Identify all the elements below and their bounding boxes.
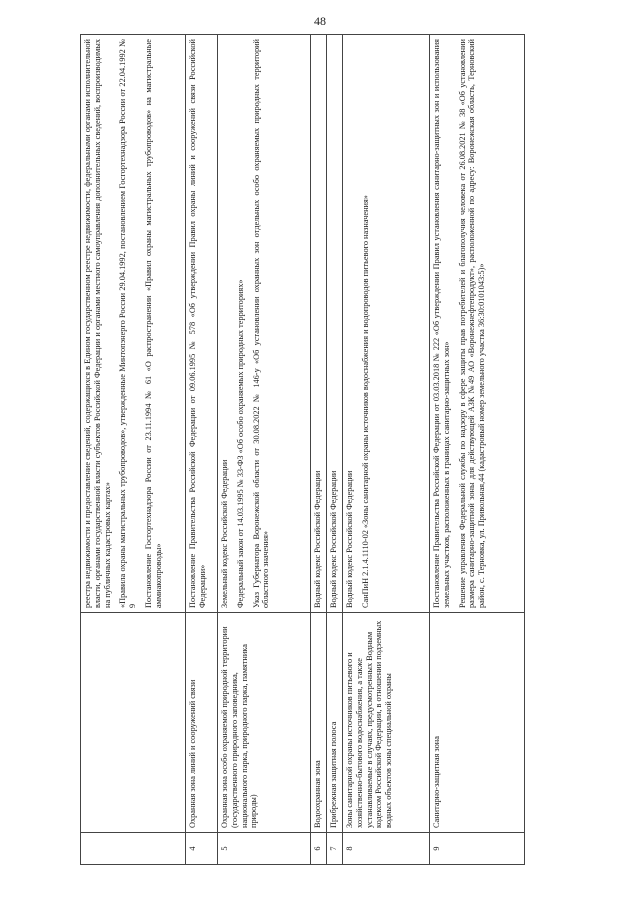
legal-documents	[218, 35, 311, 613]
table-row	[218, 35, 311, 865]
row-number	[81, 833, 186, 865]
zone-name: Водоохранная зона	[311, 613, 327, 833]
row-number: 7	[327, 833, 343, 865]
row-number: 9	[430, 833, 525, 865]
table-row	[327, 35, 343, 865]
row-number: 6	[311, 833, 327, 865]
document-text: СанПиН 2.1.4.1110-02 «Зоны санитарной охраны источников водоснабжения и водопроводов питьевого назначения»	[360, 195, 370, 608]
document-text: Постановление Правительства Российской Федерации от 09.06.1995 № 578 «Об утверждении Правил охраны линий и сооружений связи Российской Федерации»	[188, 39, 207, 608]
zone-name: Охранная зона особо охраняемой природной территории (государственного природного заповедника, национального парка, природного парка, памятника природы)	[218, 613, 311, 833]
rotated-table-container	[80, 35, 550, 865]
zone-name: Охранная зона линий и сооружений связи	[186, 613, 218, 833]
row-number: 8	[343, 833, 430, 865]
table-row	[81, 35, 186, 865]
legal-documents	[81, 35, 186, 613]
table-row	[430, 35, 525, 865]
document-text: Постановление Правительства Российской Федерации от 03.03.2018 № 222 «Об утверждении Правил установления санитарно-защитных зон и использования земельных участков, расположенных в границах санитарно-защитных зон»	[432, 39, 451, 608]
document-text: Постановление Госгортехнадзора России от 23.11.1994 № 61 «О распространении «Правил охраны магистральных трубопроводов» на магистральные аммиакопроводы»	[143, 39, 163, 608]
document-text: Указ Губернатора Воронежской области от 30.08.2022 № 146-у «Об установлении охранных зон отдельных особо охраняемых природных территорий областного значения»	[251, 39, 271, 608]
row-number: 4	[186, 833, 218, 865]
zone-name	[81, 613, 186, 833]
legal-documents	[327, 35, 343, 613]
document-text: реестра недвижимости и предоставление сведений, содержащихся в Едином государственном реестре недвижимости, федеральными органами исполнительной власти, органами государственной власти субъектов Российской Федерации и органами местного самоуправления дополнительных сведений, воспроизводимых на публичных кадастровых картах»	[83, 39, 112, 608]
zone-name: Зоны санитарной охраны источников питьевого и хозяйственно-бытового водоснабжения, а также устанавливаемые в случаях, предусмотренных Водным кодексом Российской Федерации, в отношении подземных водных объектов зоны специальной охраны	[343, 613, 430, 833]
legal-documents	[430, 35, 525, 613]
document-text: Водный кодекс Российской Федерации	[345, 470, 354, 608]
page-number: 48	[314, 14, 326, 28]
zone-name: Прибрежная защитная полоса	[327, 613, 343, 833]
table-row	[311, 35, 327, 865]
legal-documents	[186, 35, 218, 613]
legal-documents	[343, 35, 430, 613]
document-text: «Правила охраны магистральных трубопроводов», утвержденные Минтопэнерго России 29.04.1992, постановлением Госгортехнадзора России от 22.04.1992 № 9	[118, 39, 138, 608]
zone-name: Санитарно-защитная зона	[430, 613, 525, 833]
document-text: Решение управления Федеральной службы по надзору в сфере защиты прав потребителей и благополучия человека от 26.08.2021 № 38 «Об установлении размера санитарно-защитной зоны для действующей АЗК №49 АО «Воронежнефтепродукт», расположенной по адресу: Воронежская область, Терновский район, с. Терновка, ул. Привольная,44 (кадастровый номер земельного участка 36:30:0101043:5)»	[457, 39, 487, 608]
document-text: Федеральный закон от 14.03.1995 № 33-ФЗ «Об особо охраняемых природных территориях»	[235, 279, 245, 608]
document-text: Земельный кодекс Российской Федерации	[220, 459, 229, 608]
zones-table	[80, 34, 525, 865]
document-text: Водный кодекс Российской Федерации	[329, 470, 338, 608]
table-row	[343, 35, 430, 865]
row-number: 5	[218, 833, 311, 865]
legal-documents	[311, 35, 327, 613]
table-row	[186, 35, 218, 865]
document-text: Водный кодекс Российской Федерации	[313, 470, 322, 608]
